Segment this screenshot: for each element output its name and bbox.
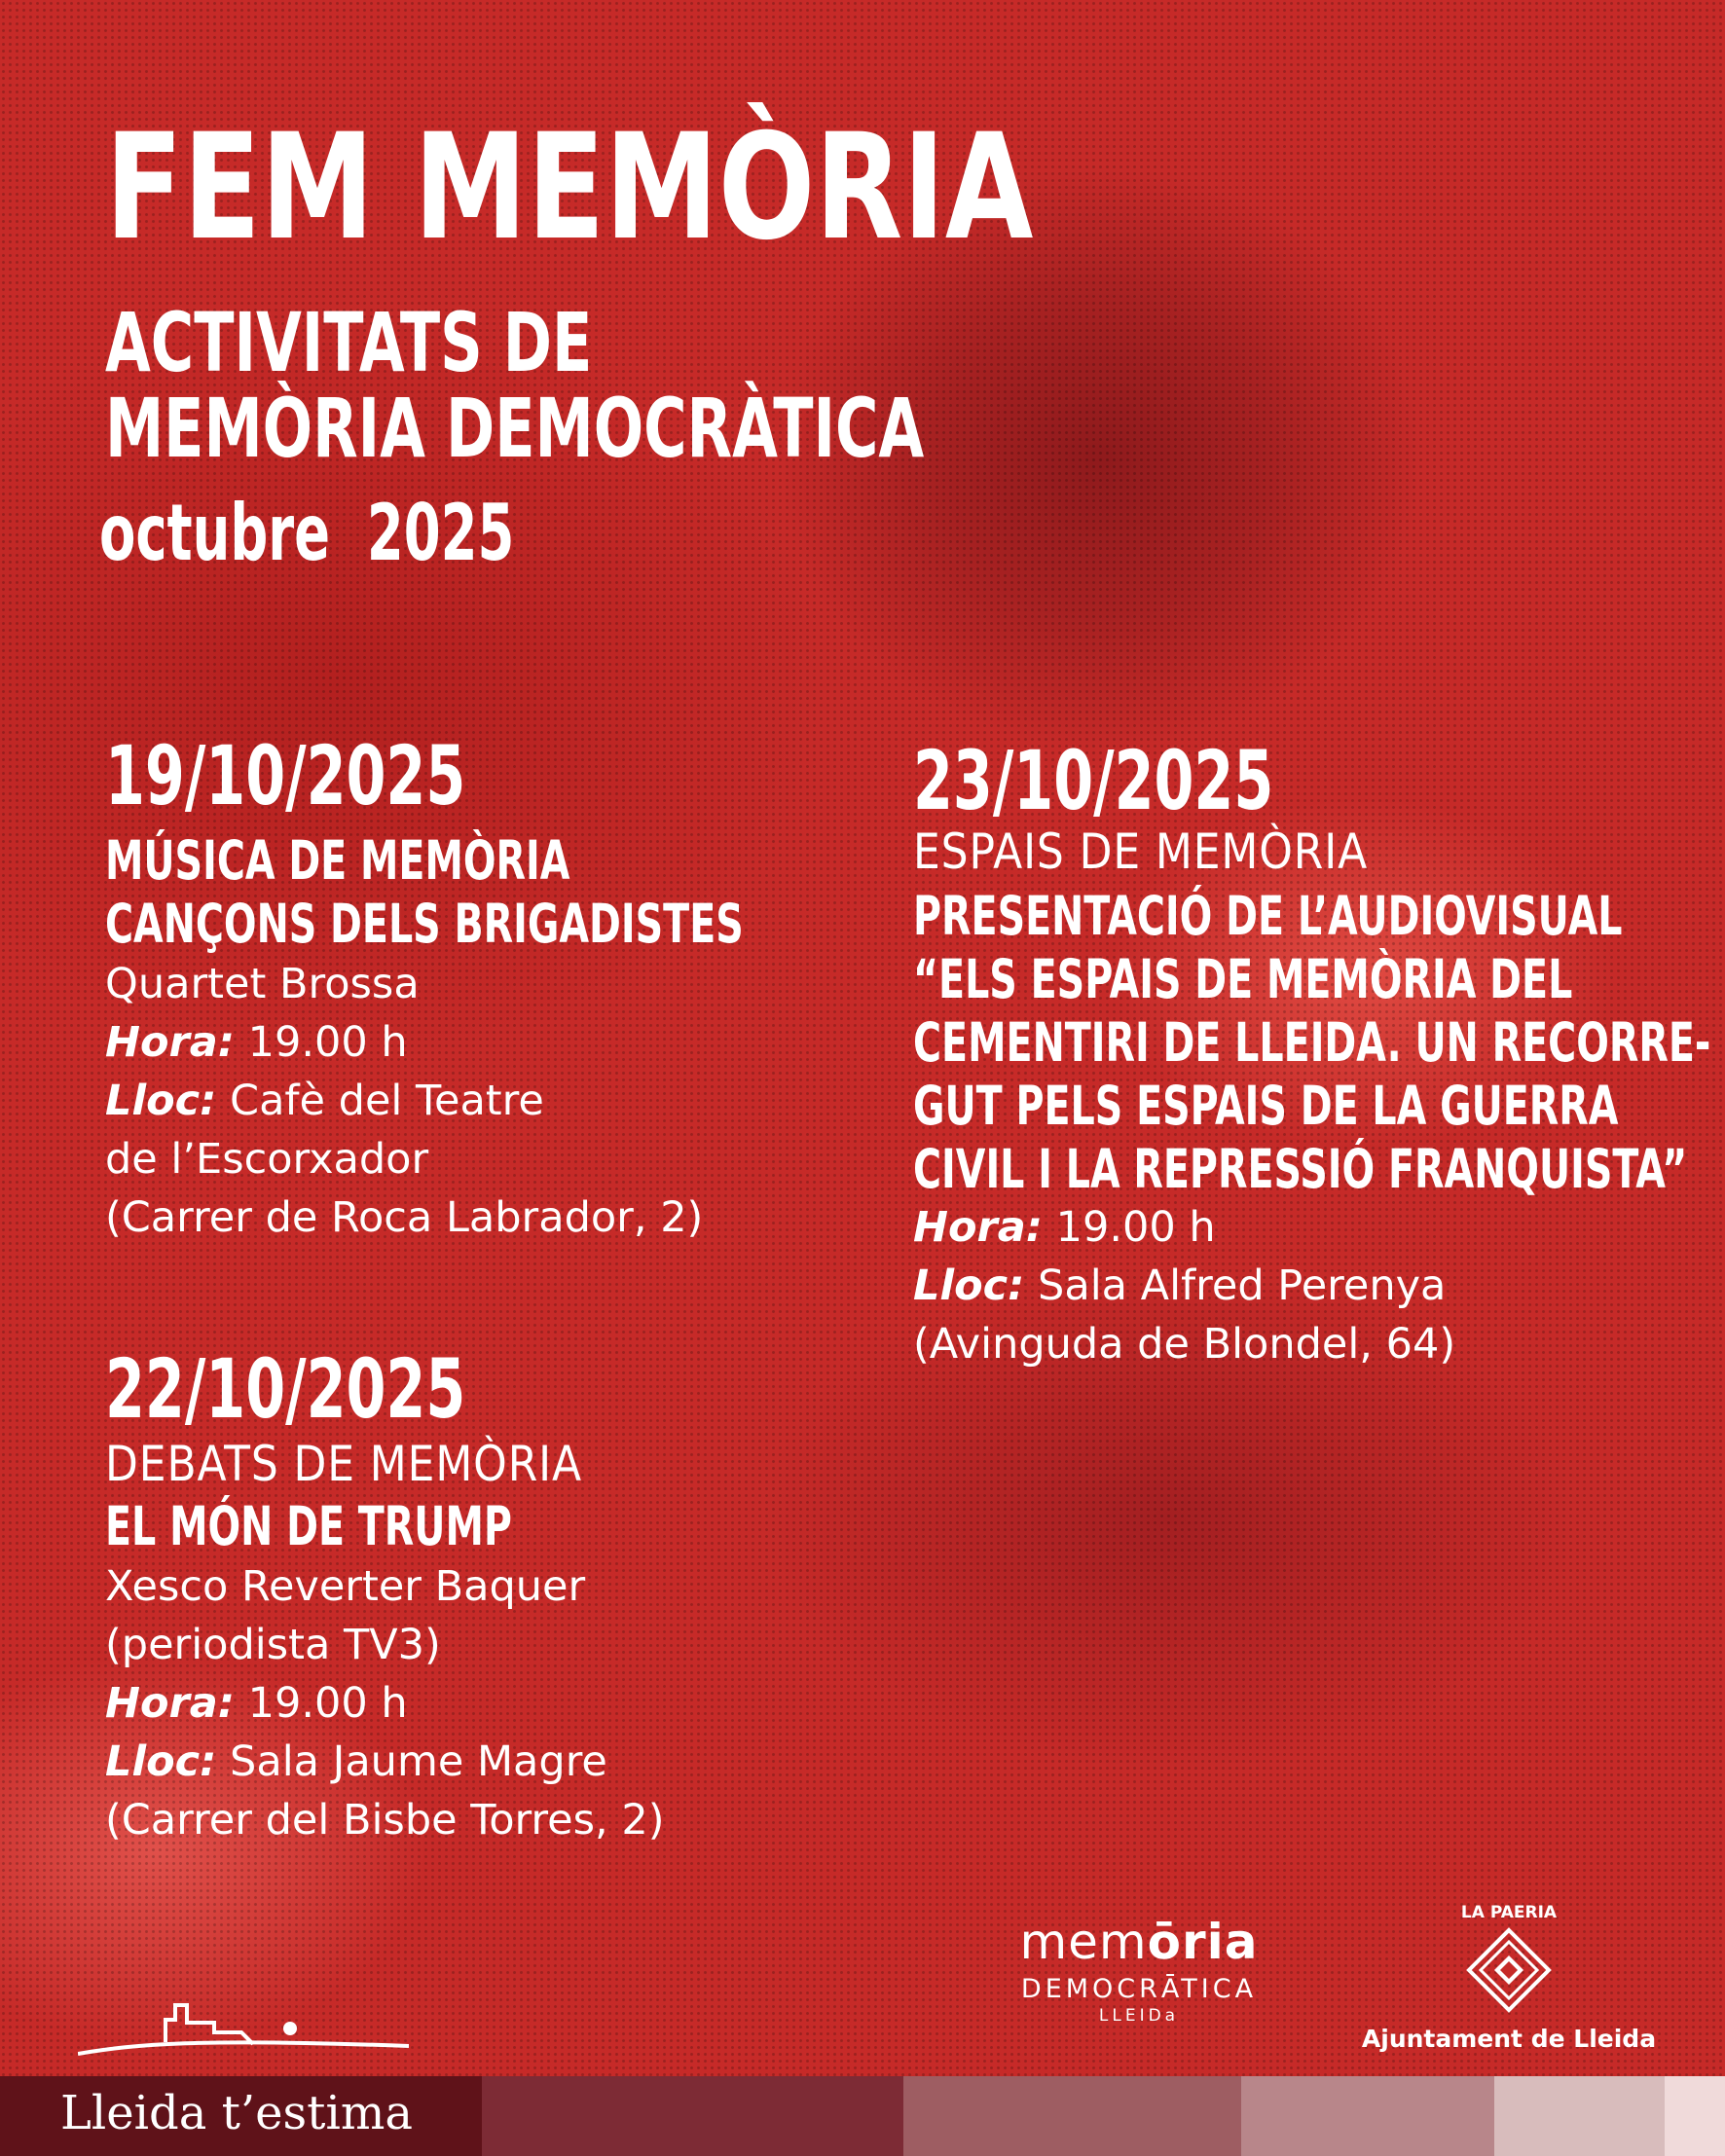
event-2-place	[105, 1733, 670, 1791]
hora-label: Hora:	[913, 1203, 1043, 1252]
lloc-label: Lloc:	[105, 1077, 217, 1125]
event-1-address: (Carrer de Roca Labrador, 2)	[105, 1193, 704, 1242]
event-1-date: 19/10/2025	[105, 728, 466, 823]
memoria-democratica-logo	[1008, 1914, 1270, 2026]
event-1-performer: Quartet Brossa	[105, 960, 420, 1008]
memoria-logo-a: mem	[1019, 1914, 1148, 1970]
ajuntament-name: Ajuntament de Lleida	[1361, 2025, 1657, 2053]
subtitle-line-2: MEMÒRIA DEMOCRÀTICA	[105, 381, 925, 476]
event-3-hora: 19.00 h	[1042, 1203, 1216, 1252]
memoria-logo-wordmark	[1008, 1914, 1270, 1970]
event-3-title-line-1: PRESENTACIÓ DE L’AUDIOVISUAL	[913, 885, 1623, 947]
memoria-logo-subtitle: DEMOCRĀTICA	[1020, 1974, 1258, 2004]
footer-segment	[903, 2076, 1241, 2156]
event-3-date: 23/10/2025	[913, 733, 1274, 828]
memoria-logo-city: LLEIDa	[1098, 2006, 1180, 2026]
event-2-address: (Carrer del Bisbe Torres, 2)	[105, 1796, 665, 1845]
event-2-time	[105, 1674, 670, 1733]
subtitle-line-1: ACTIVITATS DE	[105, 295, 593, 390]
paeria-label: LA PAERIA	[1460, 1903, 1558, 1922]
event-1-time	[105, 1013, 992, 1072]
footer-segment	[482, 2076, 903, 2156]
event-1-place	[105, 1072, 992, 1130]
event-1-category: MÚSICA DE MEMÒRIA	[105, 829, 570, 892]
event-3	[913, 733, 1725, 1373]
event-2	[105, 1341, 670, 1849]
event-3-title-line-4: GUT PELS ESPAIS DE LA GUERRA	[913, 1075, 1619, 1137]
event-1-lloc-line1: Cafè del Teatre	[216, 1077, 544, 1125]
event-3-lloc-line1: Sala Alfred Perenya	[1024, 1261, 1447, 1310]
event-1-hora: 19.00 h	[234, 1018, 408, 1067]
event-2-title: EL MÓN DE TRUMP	[105, 1495, 512, 1557]
page-title: FEM MEMÒRIA	[105, 103, 1034, 273]
event-3-address: (Avinguda de Blondel, 64)	[913, 1320, 1456, 1369]
paeria-coat-of-arms-icon	[1465, 1926, 1553, 2014]
footer-segment	[1494, 2076, 1665, 2156]
event-3-place	[913, 1257, 1725, 1315]
month-label: octubre 2025	[99, 488, 515, 578]
event-1-lloc-line2: de l’Escorxador	[105, 1135, 429, 1184]
event-1	[105, 728, 992, 1247]
event-3-title-line-3: CEMENTIRI DE LLEIDA. UN RECORRE-	[913, 1011, 1711, 1074]
event-3-time	[913, 1198, 1725, 1257]
brand-lleida-testima: Lleida t’estima	[60, 2086, 413, 2140]
lloc-label: Lloc:	[913, 1261, 1025, 1310]
lloc-label: Lloc:	[105, 1737, 217, 1786]
event-2-category: DEBATS DE MEMÒRIA	[105, 1436, 582, 1492]
hora-label: Hora:	[105, 1679, 235, 1728]
hora-label: Hora:	[105, 1018, 235, 1067]
memoria-logo-b: ōria	[1147, 1914, 1259, 1970]
event-2-speaker-role: (periodista TV3)	[105, 1621, 441, 1669]
footer-segment	[1665, 2076, 1725, 2156]
footer-segment	[1241, 2076, 1494, 2156]
event-1-title: CANÇONS DELS BRIGADISTES	[105, 893, 744, 955]
event-2-speaker: Xesco Reverter Baquer	[105, 1562, 586, 1611]
event-2-date: 22/10/2025	[105, 1341, 466, 1437]
event-2-hora: 19.00 h	[234, 1679, 408, 1728]
event-3-category: ESPAIS DE MEMÒRIA	[913, 823, 1369, 880]
lleida-skyline-icon	[78, 1986, 409, 2064]
event-3-title-line-2: “ELS ESPAIS DE MEMÒRIA DEL	[913, 948, 1573, 1010]
event-3-title-line-5: CIVIL I LA REPRESSIÓ FRANQUISTA”	[913, 1138, 1688, 1200]
event-2-lloc-line1: Sala Jaume Magre	[216, 1737, 607, 1786]
ajuntament-logo	[1348, 1903, 1670, 2053]
